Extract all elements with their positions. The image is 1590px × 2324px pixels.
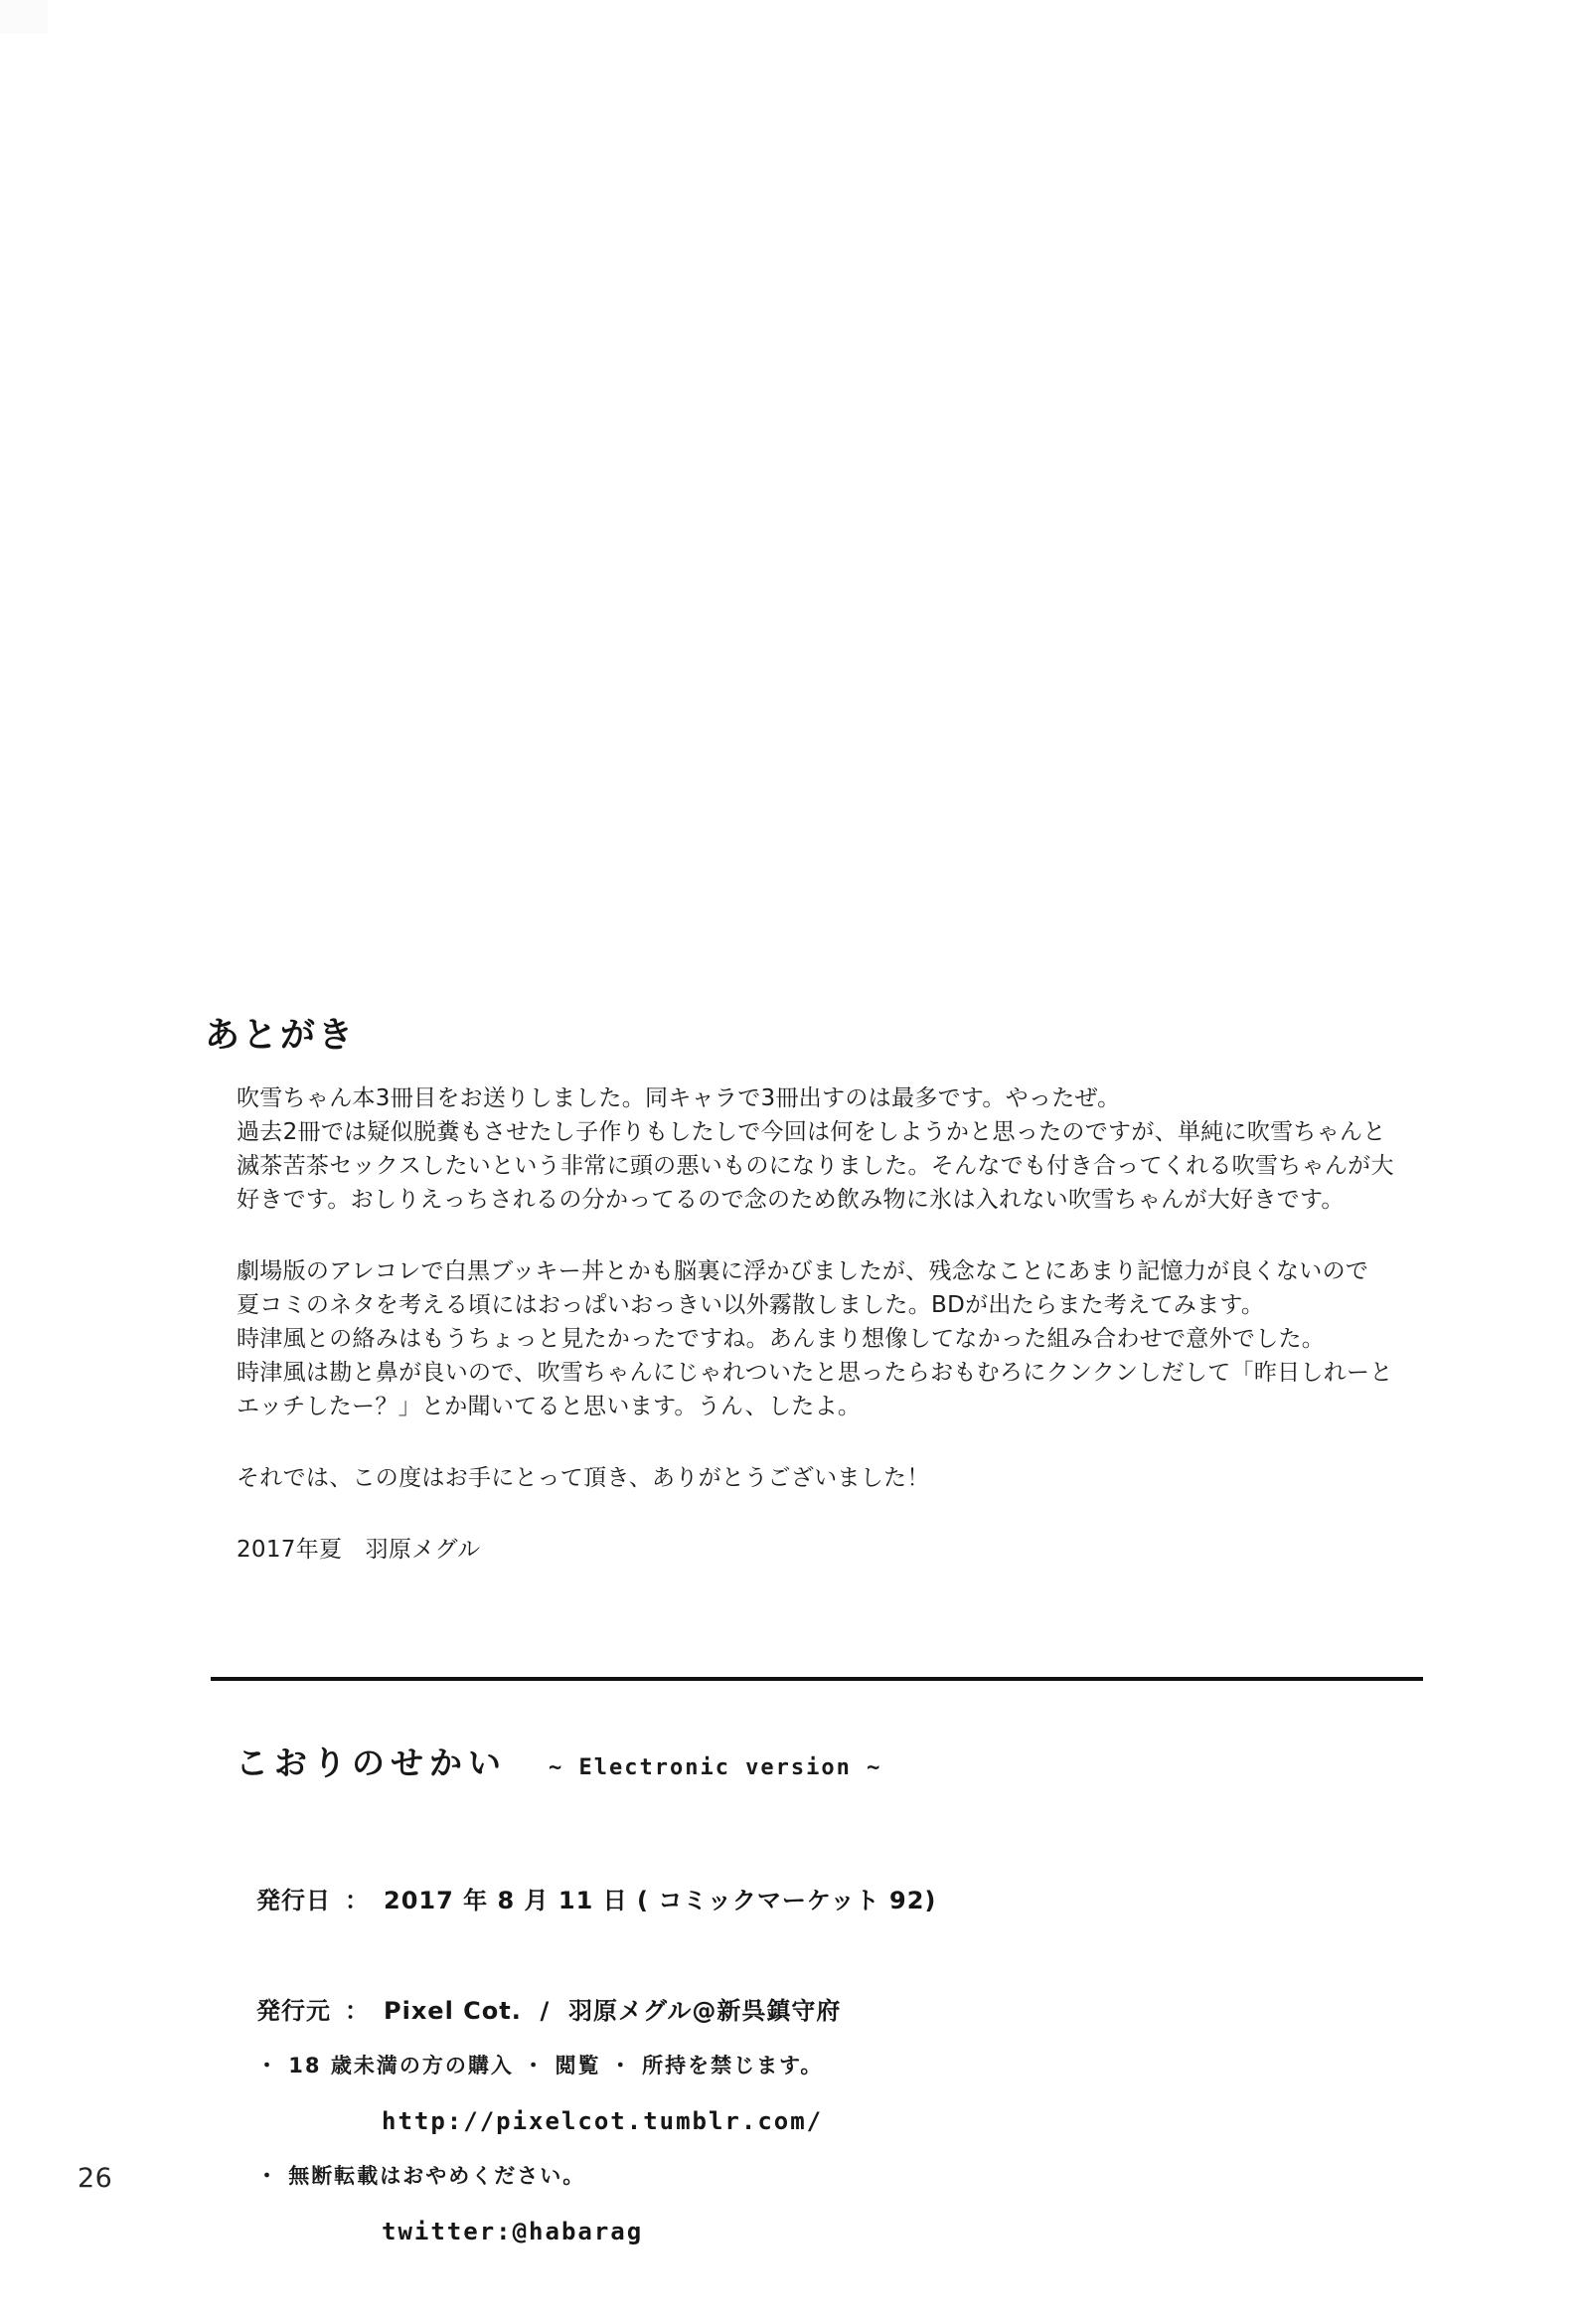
notice-line: ・ 無断転載はおやめください。 [256,2164,586,2188]
twitter-handle: twitter:@habarag [382,2218,644,2245]
afterword-line: 時津風は勘と鼻が良いので、吹雪ちゃんにじゃれついたと思ったらおもむろにクンクンしだして「昨日しれーと [237,1360,1393,1386]
edition-label: ~ Electronic version ~ [549,1755,882,1780]
afterword-line: 滅茶苦茶セックスしたいという非常に頭の悪いものになりました。そんなでも付き合ってくれる吹雪ちゃんが大 [237,1153,1394,1179]
afterword-line: エッチしたー？」とか聞いてると思います。うん、したよ。 [237,1394,862,1419]
scan-artifact [0,0,48,34]
afterword-paragraph [237,1461,1409,1495]
afterword-line: 時津風との絡みはもうちょっと見たかったですね。あんまり想像してなかった組み合わせで意外でした。 [237,1326,1326,1352]
afterword-line: 夏コミのネタを考える頃にはおっぱいおっきい以外霧散しました。BDが出たらまた考えてみます。 [237,1292,1265,1318]
afterword-closing-line: それでは、この度はお手にとって頂き、ありがとうございました！ [237,1465,930,1491]
publisher-value: Pixel Cot. / 羽原メグル@新呉鎮守府 [384,1997,842,2025]
publisher-separator: ： [345,1997,370,2025]
afterword-paragraph [237,1254,1409,1423]
publisher-label: 発行元 [256,1997,331,2025]
publish-date-separator: ： [345,1887,370,1914]
author-signature: 2017年夏 羽原メグル [237,1537,481,1563]
page-number: 26 [78,2163,113,2194]
section-divider [211,1677,1423,1681]
afterword-paragraph [237,1533,1409,1567]
afterword-line: 好きです。おしりえっちされるの分かってるので念のため飲み物に氷は入れない吹雪ちゃんが大好きです。 [237,1187,1345,1213]
afterword-line: 過去2冊では疑似脱糞もさせたし子作りもしたしで今回は何をしようかと思ったのですが、単純に吹雪ちゃんと [237,1119,1386,1145]
colophon-title-row [236,1738,881,1784]
notice-line: ・ 18 歳未満の方の購入 ・ 閲覧 ・ 所持を禁じます。 [256,2054,824,2077]
afterword-line: 吹雪ちゃん本3冊目をお送りしました。同キャラで3冊出すのは最多です。やったぜ。 [237,1085,1121,1111]
book-title: こおりのせかい [236,1743,507,1782]
afterword-line: 劇場版のアレコレで白黒ブッキー丼とかも脳裏に浮かびましたが、残念なことにあまり記憶力が良くないので [237,1258,1369,1284]
notices [256,1974,823,2268]
afterword-body [237,1081,1409,1567]
publish-date-value: 2017 年 8 月 11 日 ( コミックマーケット 92) [384,1887,937,1914]
website-url: http://pixelcot.tumblr.com/ [382,2107,824,2135]
afterword-paragraph [237,1081,1409,1217]
publish-date-label: 発行日 [256,1887,331,1914]
publish-date-row [256,1883,936,1919]
afterword-heading: あとがき [205,1016,357,1056]
